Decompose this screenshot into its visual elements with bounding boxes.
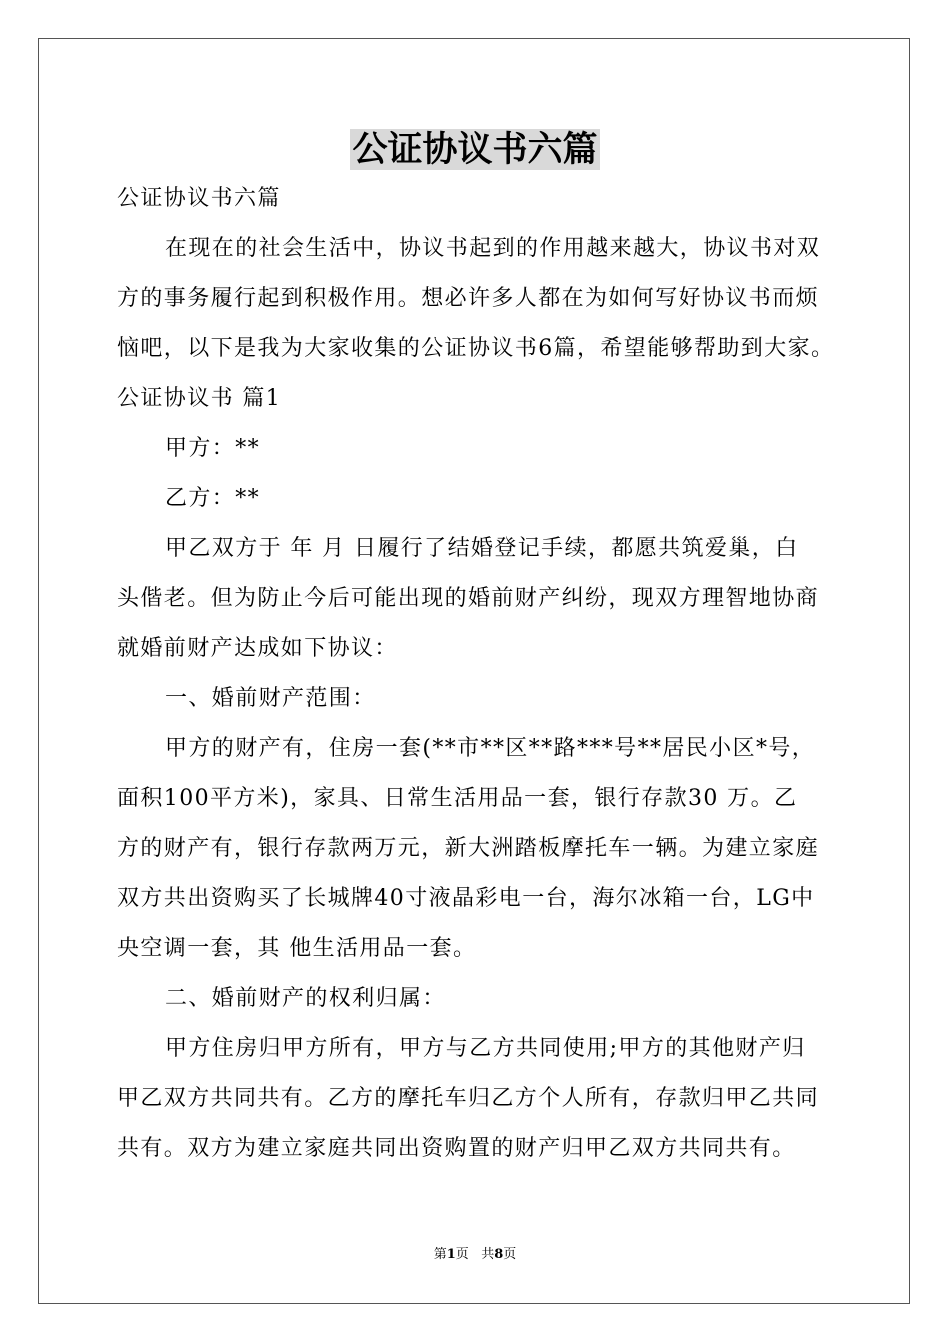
paragraph-line: 甲乙双方共同共有。乙方的摩托车归乙方个人所有，存款归甲乙共同 <box>117 1086 820 1111</box>
page-prefix: 第 <box>433 1247 447 1262</box>
paragraph-line: 在现在的社会生活中，协议书起到的作用越来越大，协议书对双 <box>165 236 821 261</box>
paragraph-line: 央空调一套，其 他生活用品一套。 <box>117 936 477 961</box>
paragraph-line: 甲方住房归甲方所有，甲方与乙方共同使用;甲方的其他财产归 <box>165 1036 806 1061</box>
document-title-text: 公证协议书六篇 <box>352 129 598 170</box>
page-suffix: 页 <box>455 1247 469 1262</box>
total-pages: 8 <box>494 1247 504 1262</box>
clause-heading: 二、婚前财产的权利归属： <box>165 986 446 1011</box>
paragraph-line: 恼吧，以下是我为大家收集的公证协议书6篇，希望能够帮助到大家。 <box>117 336 835 361</box>
document-title <box>0 126 950 174</box>
paragraph-line: 面积100平方米)，家具、日常生活用品一套，银行存款30 万。乙 <box>117 786 798 811</box>
paragraph-line: 方的财产有，银行存款两万元，新大洲踏板摩托车一辆。为建立家庭 <box>117 836 820 861</box>
clause-heading: 一、婚前财产范围： <box>165 686 376 711</box>
party-b-line: 乙方：** <box>165 486 261 511</box>
paragraph-line: 甲方的财产有，住房一套(**市**区**路***号**居民小区*号， <box>165 736 816 761</box>
paragraph-line: 头偕老。但为防止今后可能出现的婚前财产纠纷，现双方理智地协商 <box>117 586 820 611</box>
paragraph-line: 双方共出资购买了长城牌40寸液晶彩电一台，海尔冰箱一台，LG中 <box>117 886 815 911</box>
paragraph-line: 共有。双方为建立家庭共同出资购置的财产归甲乙双方共同共有。 <box>117 1136 796 1161</box>
party-a-line: 甲方：** <box>165 436 261 461</box>
section-heading: 公证协议书 篇1 <box>117 386 282 411</box>
total-prefix: 共 <box>481 1247 495 1262</box>
total-suffix: 页 <box>503 1247 517 1262</box>
page-border <box>38 38 910 1304</box>
document-subtitle: 公证协议书六篇 <box>117 186 281 211</box>
paragraph-line: 就婚前财产达成如下协议： <box>117 636 398 661</box>
page-number: 1 <box>446 1247 456 1262</box>
paragraph-line: 方的事务履行起到积极作用。想必许多人都在为如何写好协议书而烦 <box>117 286 820 311</box>
paragraph-line: 甲乙双方于 年 月 日履行了结婚登记手续，都愿共筑爱巢，白 <box>165 536 799 561</box>
page-footer <box>0 1246 950 1264</box>
